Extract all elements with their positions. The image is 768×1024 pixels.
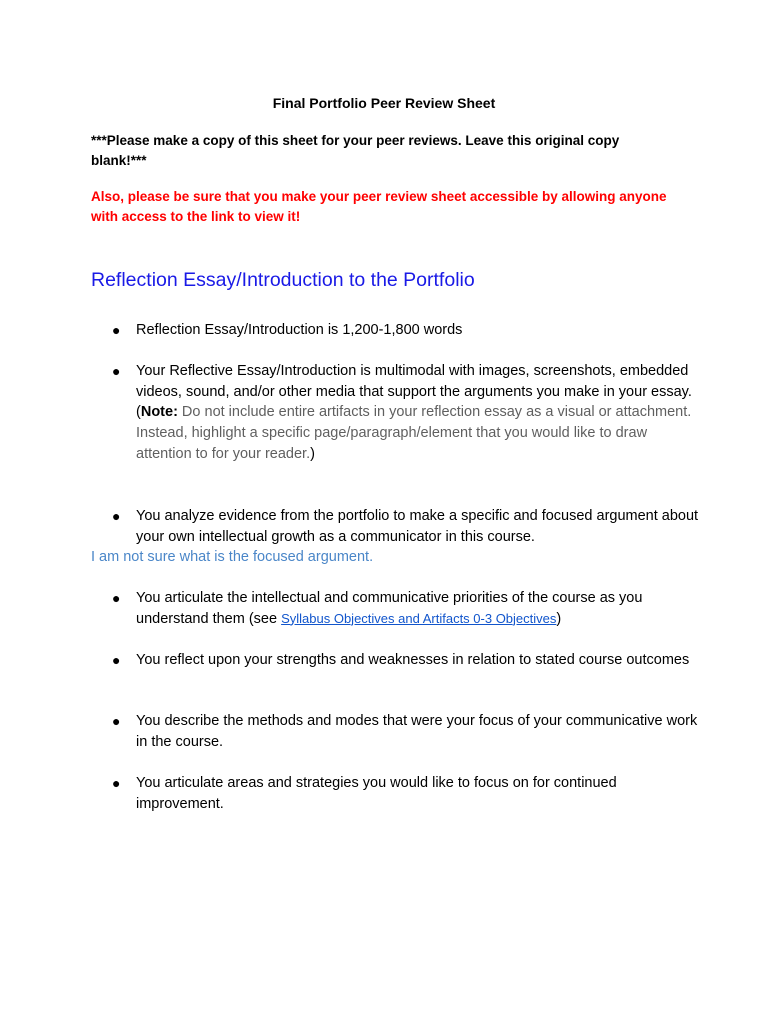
list-item xyxy=(112,588,702,629)
bullet-icon: ● xyxy=(112,322,121,338)
list-item-text xyxy=(136,588,702,629)
syllabus-objectives-link[interactable]: Syllabus Objectives and Artifacts 0-3 Objectives xyxy=(281,610,557,626)
list-item-main-text: You articulate the intellectual and communicative priorities of the course as you understand them (see xyxy=(136,590,643,627)
reviewer-comment: I am not sure what is the focused argument. xyxy=(91,549,374,565)
page-title: Final Portfolio Peer Review Sheet xyxy=(272,95,496,111)
bullet-icon: ● xyxy=(112,652,121,668)
bullet-icon: ● xyxy=(112,590,121,606)
list-item-text: Reflection Essay/Introduction is 1,200-1,800 words xyxy=(136,322,463,338)
section-heading: Reflection Essay/Introduction to the Portfolio xyxy=(91,269,475,291)
list-item-text: You articulate areas and strategies you would like to focus on for continued improvement. xyxy=(136,775,617,812)
bullet-icon: ● xyxy=(112,508,121,524)
list-item-text xyxy=(136,361,702,465)
list-item-main-text: Your Reflective Essay/Introduction is multimodal with images, screenshots, embedded videos, sound, and/or other media that support the arguments you make in your essay. ( xyxy=(136,363,692,421)
note-text: Do not include entire artifacts in your reflection essay as a visual or attachment. Instead, highlight a specific page/paragraph/element that you would like to draw attention to for your reader. xyxy=(136,404,692,462)
bullet-icon: ● xyxy=(112,363,121,379)
list-item xyxy=(112,320,702,341)
bullet-icon: ● xyxy=(112,713,121,729)
list-item xyxy=(112,773,702,814)
access-notice: Also, please be sure that you make your peer review sheet accessible by allowing anyone with access to the link to view it! xyxy=(91,189,667,224)
note-label: Note: xyxy=(140,404,178,421)
list-item xyxy=(112,711,702,752)
list-item-text: You analyze evidence from the portfolio to make a specific and focused argument about your own intellectual growth as a communicator in this course. xyxy=(136,508,699,545)
list-item-text: You describe the methods and modes that were your focus of your communicative work in the course. xyxy=(136,713,698,750)
list-item-text: You reflect upon your strengths and weaknesses in relation to stated course outcomes xyxy=(136,652,690,668)
closing-paren: ) xyxy=(310,445,315,462)
closing-paren: ) xyxy=(556,610,562,627)
bullet-icon: ● xyxy=(112,775,121,791)
list-item xyxy=(112,361,702,465)
list-item xyxy=(112,650,702,671)
copy-notice: ***Please make a copy of this sheet for your peer reviews. Leave this original copy blank!*** xyxy=(91,133,620,168)
list-item xyxy=(112,506,702,547)
